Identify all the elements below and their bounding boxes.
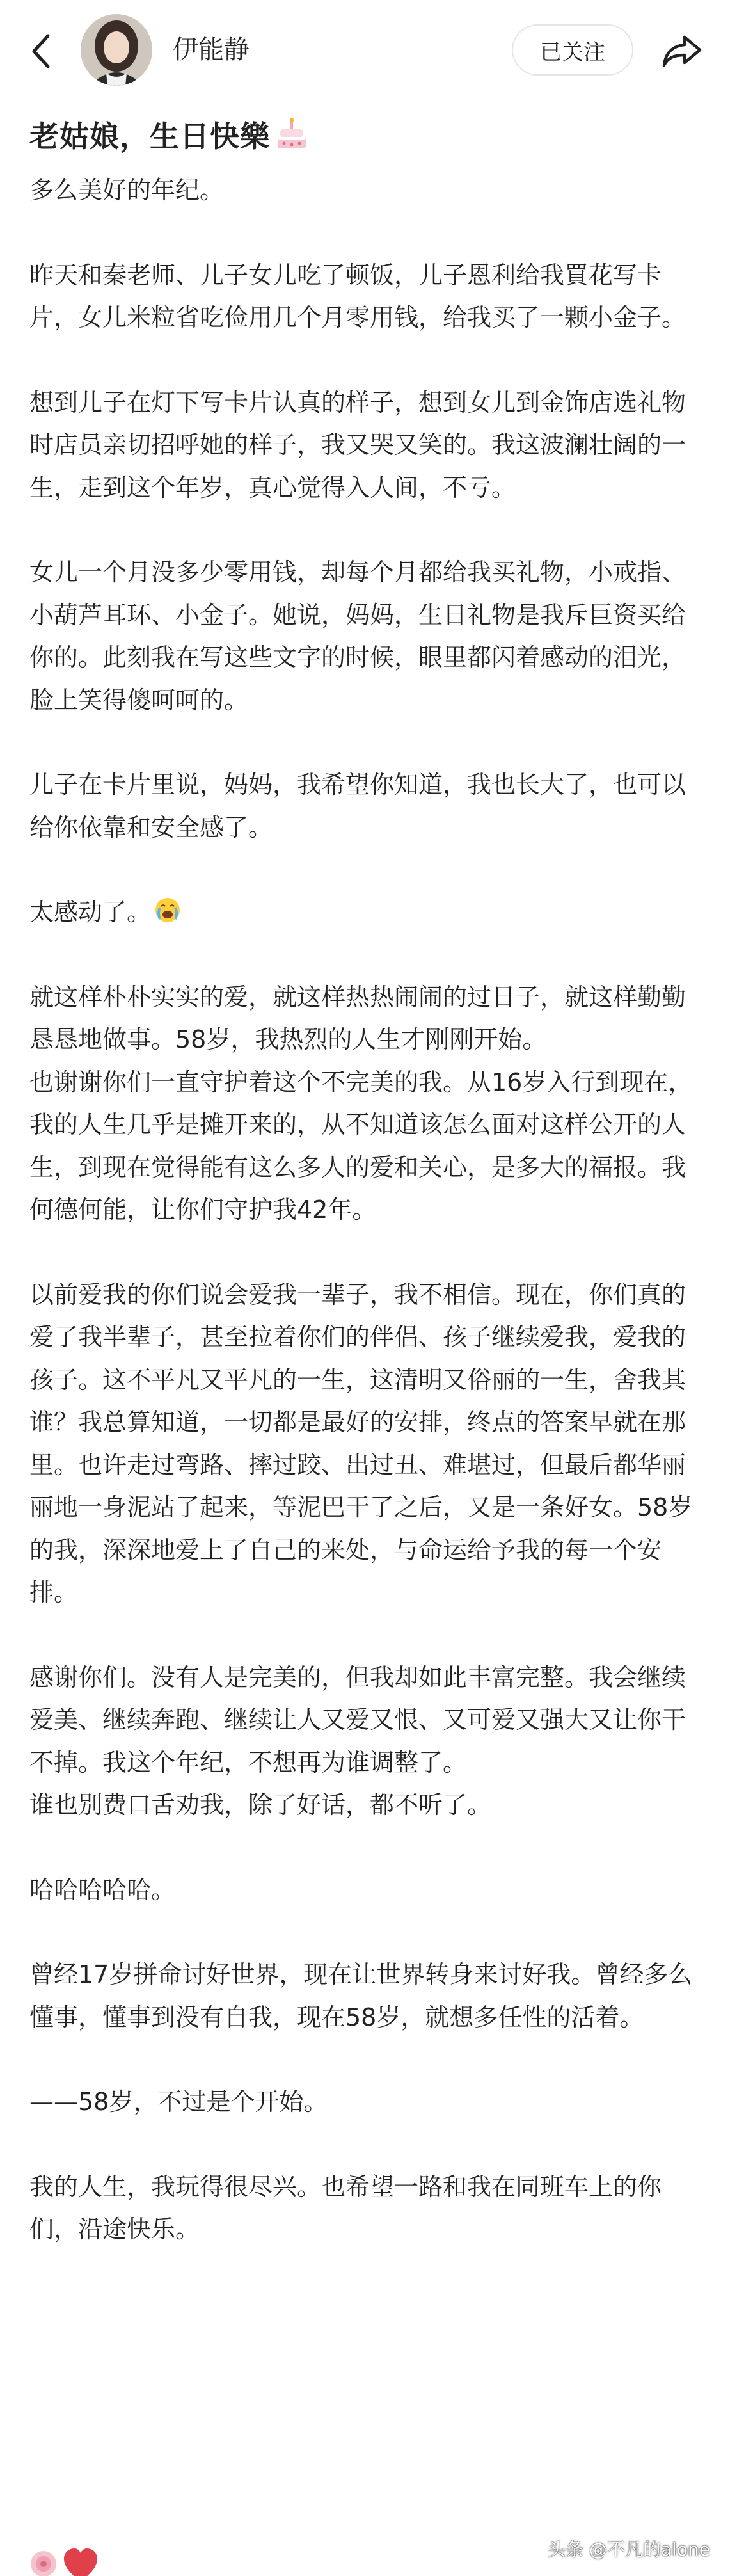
avatar-image — [81, 14, 152, 86]
heart-icon — [61, 2547, 100, 2576]
paragraph-text: 太感动了。 — [29, 898, 152, 926]
author-name[interactable]: 伊能静 — [173, 35, 250, 65]
paragraph: 想到儿子在灯下写卡片认真的样子，想到女儿到金饰店选礼物时店员亲切招呼她的样子，我又哭又笑的。我这波澜壮阔的一生，走到这个年岁，真心觉得入人间，不亏。 — [29, 388, 686, 502]
paragraph: 昨天和秦老师、儿子女儿吃了顿饭，儿子恩利给我買花写卡片，女儿米粒省吃俭用几个月零用钱，给我买了一颗小金子。 — [29, 260, 686, 332]
paragraph: 哈哈哈哈哈。 — [29, 1875, 176, 1904]
flower-icon — [28, 2547, 59, 2576]
watermark: 头条 @不凡的alone — [548, 2539, 710, 2560]
paragraph: 就这样朴朴实实的爱，就这样热热闹闹的过日子，就这样勤勤恳恳地做事。58岁，我热烈的人生才刚刚开始。 — [29, 982, 686, 1053]
paragraph: 以前爱我的你们说会爱我一辈子，我不相信。现在，你们真的爱了我半辈子，甚至拉着你们的伴侣、孩子继续爱我，爱我的孩子。这不平凡又平凡的一生，这清明又俗丽的一生，舍我其谁？我总算知道，一切都是最好的安排，终点的答案早就在那里。也许走过弯路、摔过跤、出过丑、难堪过，但最后都华丽丽地一身泥站了起来，等泥巴干了之后，又是一条好女。58岁的我，深深地爱上了自己的来处，与命运给予我的每一个安排。 — [29, 1280, 693, 1606]
footer-emojis — [28, 2547, 118, 2576]
paragraph: 我的人生，我玩得很尽兴。也希望一路和我在同班车上的你们，沿途快乐。 — [29, 2172, 662, 2243]
article-title-row — [29, 108, 708, 161]
paragraph: 儿子在卡片里说，妈妈，我希望你知道，我也长大了，也可以给你依靠和安全感了。 — [29, 771, 686, 842]
chevron-left-icon — [31, 33, 51, 69]
paragraph: 感谢你们。没有人是完美的，但我却如此丰富完整。我会继续爱美、继续奔跑、继续让人又爱又恨、又可爱又强大又让你干不掉。我这个年纪，不想再为谁调整了。 — [29, 1663, 686, 1777]
birthday-cake-icon — [274, 116, 310, 152]
paragraph: 也谢谢你们一直守护着这个不完美的我。从16岁入行到现在，我的人生几乎是摊开来的，从不知道该怎么面对这样公开的人生，到现在觉得能有这么多人的爱和关心，是多大的福报。我何德何能，让你们守护我42年。 — [29, 1068, 693, 1224]
paragraph: 谁也别费口舌劝我，除了好话，都不听了。 — [29, 1791, 492, 1819]
paragraph: 女儿一个月没多少零用钱，却每个月都给我买礼物，小戒指、小葫芦耳环、小金子。她说，妈妈，生日礼物是我斥巨资买给你的。此刻我在写这些文字的时候，眼里都闪着感动的泪光，脸上笑得傻呵呵的。 — [29, 558, 686, 714]
share-arrow-icon — [662, 33, 702, 69]
paragraph: ——58岁，不过是个开始。 — [29, 2088, 328, 2116]
top-bar — [0, 0, 737, 102]
article-title: 老姑娘，生日快樂 — [29, 119, 270, 154]
paragraph-with-emoji — [29, 891, 708, 934]
article — [29, 108, 708, 2251]
share-button[interactable] — [655, 24, 709, 78]
back-button[interactable] — [22, 26, 60, 77]
article-body — [29, 169, 708, 2251]
author-avatar[interactable] — [81, 14, 152, 86]
paragraph: 多么美好的年纪。 — [29, 176, 225, 204]
paragraph: 曾经17岁拼命讨好世界，现在让世界转身来讨好我。曾经多么懂事，懂事到没有自我，现在58岁，就想多任性的活着。 — [29, 1960, 693, 2031]
follow-button[interactable]: 已关注 — [512, 24, 633, 76]
crying-face-icon — [154, 895, 182, 923]
